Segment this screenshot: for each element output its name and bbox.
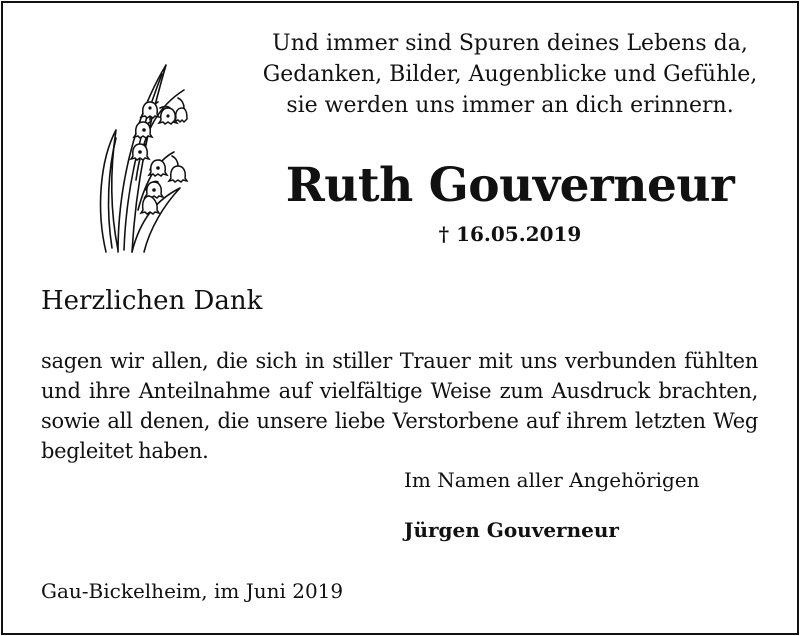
signer-name: Jürgen Gouverneur xyxy=(404,518,619,542)
place-and-date: Gau-Bickelheim, im Juni 2019 xyxy=(41,579,344,603)
lily-of-the-valley-icon xyxy=(88,60,188,255)
poem-line-1: Und immer sind Spuren deines Lebens da, xyxy=(272,31,748,56)
thanks-body-text: sagen wir allen, die sich in stiller Trauer mit uns verbunden fühlten und ihre Anteilnahme auf vielfältige Weise zum Ausdruck brachten, sowie all denen, die unsere liebe Verstorbene auf ihrem letzten Weg begleitet haben. xyxy=(41,349,758,463)
death-date: † 16.05.2019 xyxy=(438,222,582,246)
thanks-heading: Herzlichen Dank xyxy=(41,286,263,316)
memorial-poem xyxy=(255,28,765,121)
poem-line-2: Gedanken, Bilder, Augenblicke und Gefühle, xyxy=(262,62,758,87)
poem-line-3: sie werden uns immer an dich erinnern. xyxy=(286,93,734,118)
on-behalf-line: Im Namen aller Angehörigen xyxy=(404,468,700,492)
deceased-name: Ruth Gouverneur xyxy=(285,158,735,213)
